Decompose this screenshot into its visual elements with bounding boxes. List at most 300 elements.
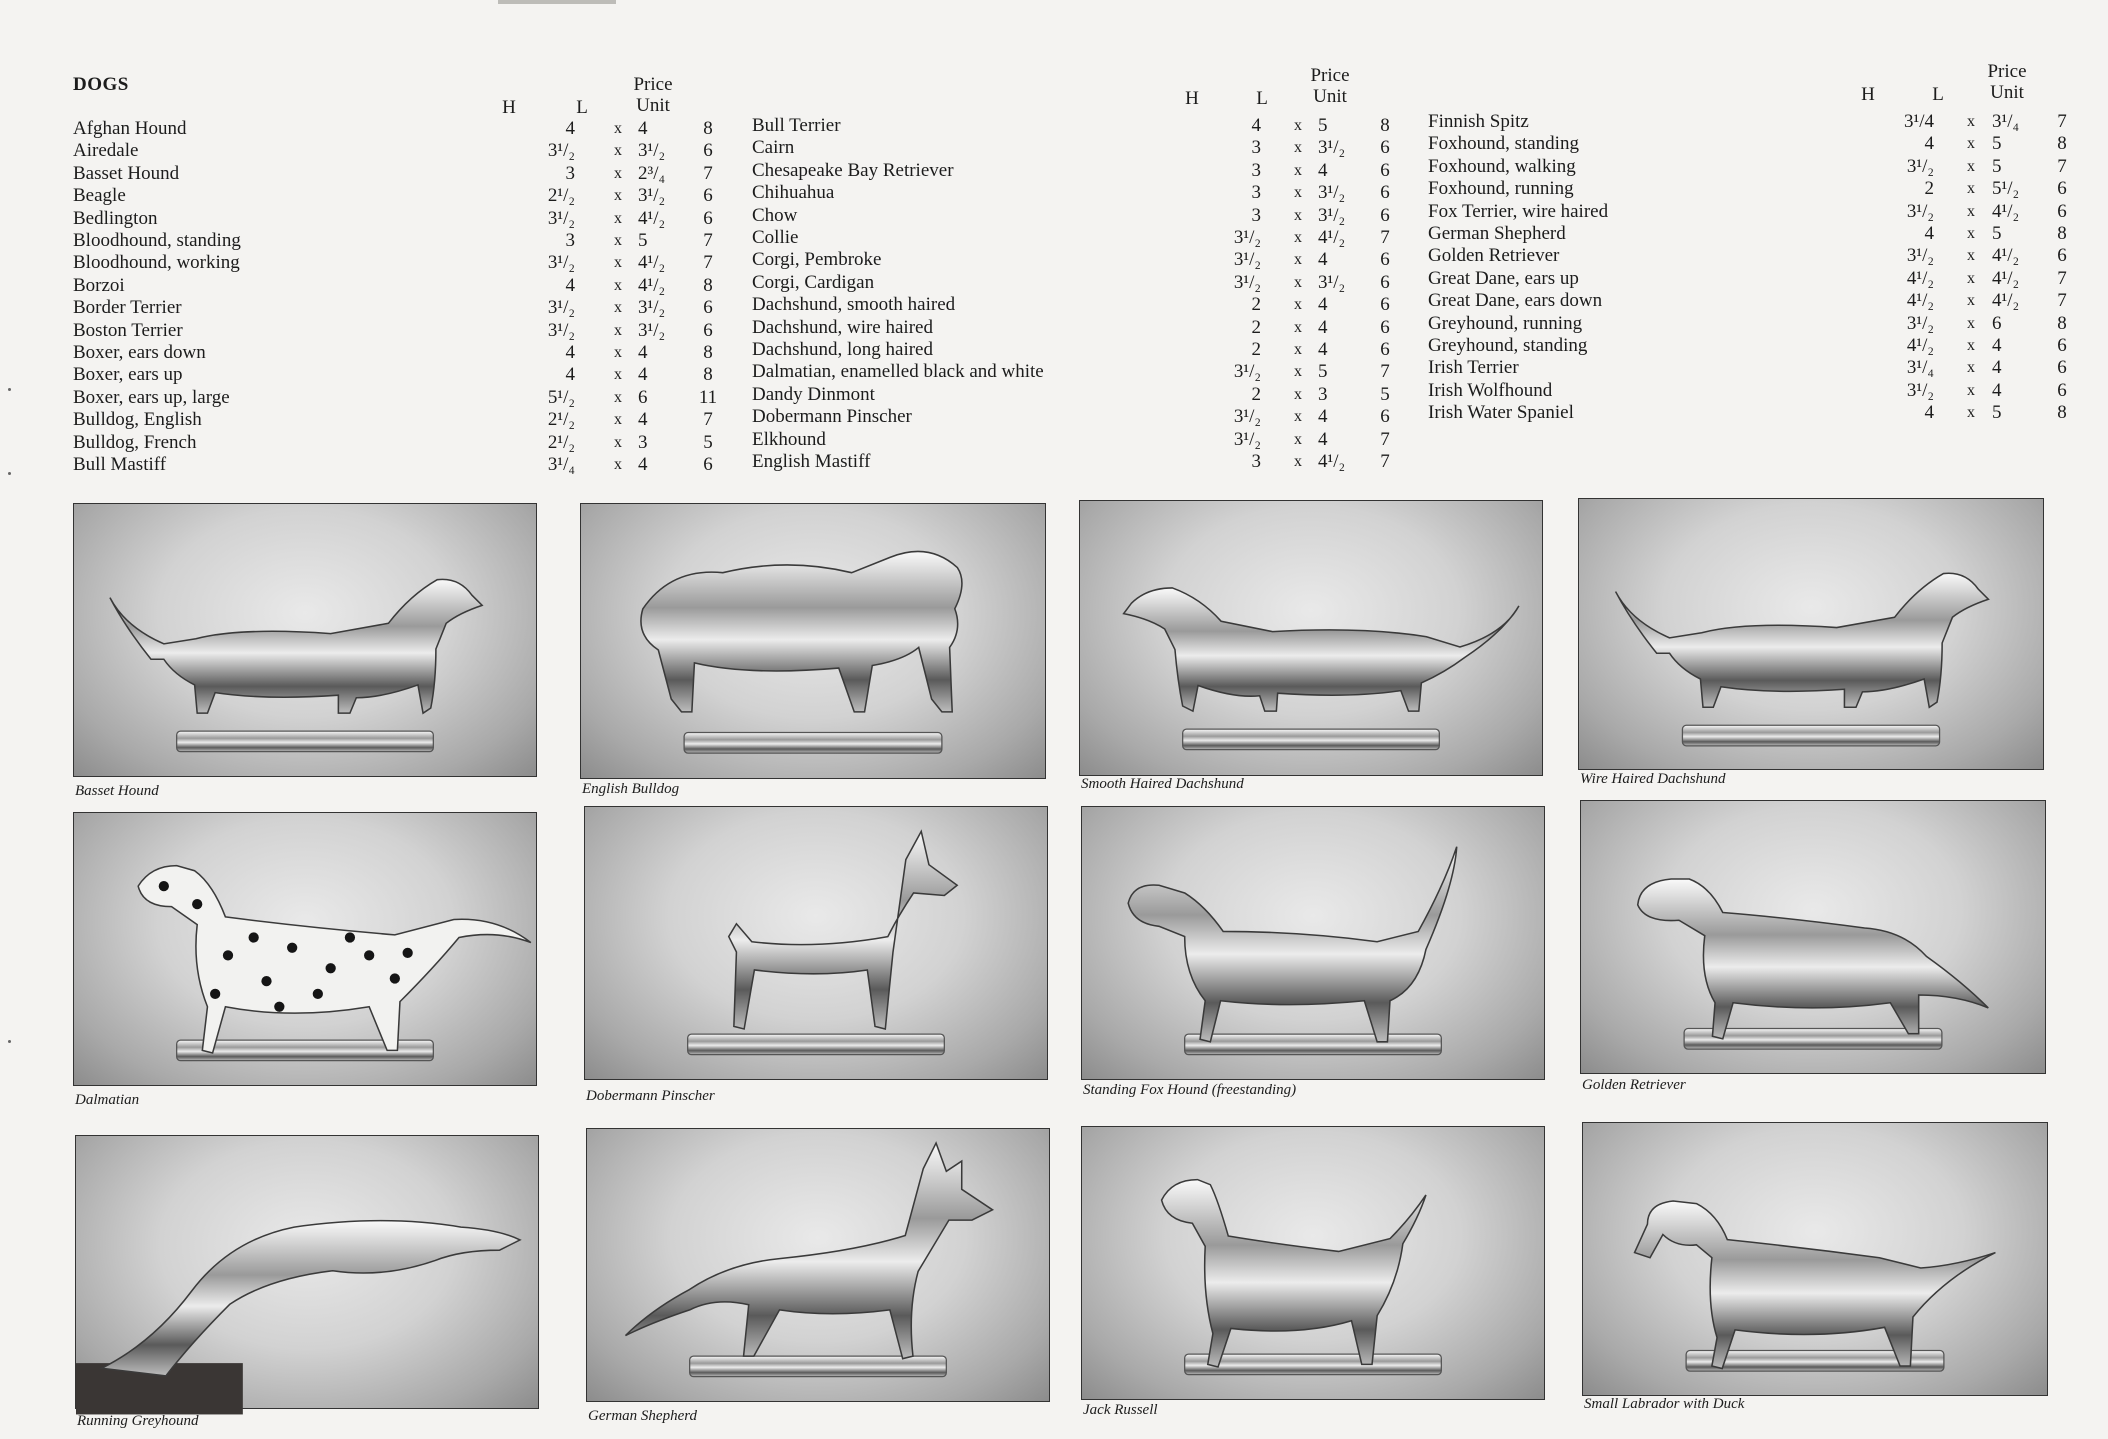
price-row [1428,357,2108,379]
times-separator: x [1967,113,1975,130]
height-value: 3 [1251,137,1261,159]
price-row [1428,313,2108,335]
price-unit-header: Price Unit [1310,65,1350,107]
dalmatian-spot [390,973,400,983]
length-value: 5 [638,230,648,251]
times-separator: x [1967,225,1975,242]
price-value: 8 [1380,115,1390,136]
price-row [752,227,1432,249]
breed-name: Chesapeake Bay Retriever [752,159,954,181]
margin-dot [8,472,11,475]
price-value: 7 [703,409,713,431]
price-row [1428,178,2108,200]
length-value: 4 [1318,339,1328,360]
dog-body [110,579,482,713]
price-value: 8 [2057,402,2067,424]
dog-figurine-silhouette [1583,1123,2047,1395]
product-photo-card [580,503,1044,803]
length-value: 4 [1318,249,1328,271]
length-value: 3¹/₂ [638,297,666,319]
times-separator: x [1294,296,1302,314]
price-row [1428,402,2108,424]
height-value: 4 [1251,115,1261,136]
height-value: 4 [565,118,575,139]
height-value: 3 [1251,204,1261,226]
breed-name: Irish Wolfhound [1428,379,1553,401]
figurine-base [177,731,434,752]
breed-name: Corgi, Pembroke [752,249,882,271]
price-value: 8 [703,364,713,386]
price-value: 6 [703,140,713,162]
price-value: 6 [1380,406,1390,428]
times-separator: x [1294,453,1302,470]
price-row [752,429,1432,451]
height-value: 4 [1924,133,1934,155]
photo-caption: Dobermann Pinscher [586,1088,715,1104]
times-separator: x [1294,117,1302,134]
height-value: 4¹/₂ [1906,290,1934,312]
price-value: 7 [2057,155,2067,177]
times-separator: x [614,164,622,182]
breed-name: Golden Retriever [1428,245,1560,267]
length-value: 5 [1992,133,2002,155]
length-value: 3 [1318,383,1328,405]
price-row [1428,380,2108,402]
price-unit-header: Price Unit [1987,61,2027,103]
dog-figurine-silhouette [581,504,1045,778]
breed-name: Boston Terrier [73,319,183,341]
photo-caption: Standing Fox Hound (freestanding) [1083,1082,1297,1098]
price-value: 7 [703,230,713,251]
height-value: 4 [1924,402,1934,424]
height-value: 3¹/₂ [1233,249,1261,271]
breed-name: Bull Mastiff [73,454,167,475]
breed-name: Corgi, Cardigan [752,271,875,293]
breed-name: Irish Water Spaniel [1428,402,1574,424]
length-value: 5¹/₂ [1992,178,2020,200]
times-separator: x [1967,180,1975,198]
figurine-base [684,733,942,754]
h-header: H [1185,88,1199,109]
times-separator: x [614,344,622,361]
price-row [73,364,753,386]
times-separator: x [1294,229,1302,246]
length-value: 4 [1992,379,2002,401]
dog-body [1616,573,1989,707]
length-value: 4 [1318,316,1328,338]
price-row [752,249,1432,271]
times-separator: x [1294,251,1302,269]
price-row [752,339,1432,361]
length-value: 4 [1318,428,1328,450]
breed-name: Beagle [73,185,126,207]
height-value: 2 [1251,316,1261,338]
price-row [752,115,1432,137]
price-value: 7 [1380,451,1390,472]
height-value: 3 [565,230,575,251]
dalmatian-spot [159,881,169,891]
length-value: 3¹/₂ [638,319,666,341]
dog-body [1128,847,1457,1042]
dog-figurine-silhouette [1082,807,1544,1079]
breed-name: Boxer, ears down [73,342,206,363]
breed-name: Dandy Dinmont [752,383,875,405]
dog-body [1162,1180,1426,1367]
times-separator: x [614,388,622,406]
length-value: 3¹/₂ [1318,271,1346,293]
times-separator: x [614,456,622,473]
section-title: DOGS [73,74,129,95]
dog-figurine-silhouette [1581,801,2045,1073]
dog-figurine-photo [73,812,537,1086]
height-value: 3¹/₂ [1233,271,1261,293]
price-row [1428,223,2108,245]
price-value: 8 [703,342,713,363]
price-value: 7 [2057,111,2067,132]
breed-name: Finnish Spitz [1428,111,1529,132]
breed-name: Border Terrier [73,297,182,319]
times-separator: x [1294,408,1302,426]
price-row [752,160,1432,182]
price-value: 6 [1380,204,1390,226]
times-separator: x [614,321,622,339]
dog-figurine-photo [1578,498,2044,770]
price-row [73,208,753,230]
times-separator: x [614,411,622,429]
dog-figurine-photo [1081,806,1545,1080]
height-value: 3 [1251,451,1261,472]
length-value: 4 [638,364,648,386]
price-value: 8 [2057,133,2067,155]
dalmatian-spot [364,950,374,960]
times-separator: x [614,209,622,227]
dog-body [1124,588,1519,711]
price-value: 6 [703,454,713,475]
height-value: 4 [565,274,575,296]
times-separator: x [1294,430,1302,448]
length-value: 5 [1992,155,2002,177]
length-value: 4¹/₂ [1992,200,2020,222]
figurine-base [1682,725,1939,746]
price-value: 7 [2057,267,2067,289]
length-value: 4 [638,342,648,363]
length-value: 5 [1318,115,1328,136]
photo-caption: Smooth Haired Dachshund [1081,776,1244,792]
times-separator: x [614,276,622,294]
dog-figurine-silhouette [1080,501,1542,775]
dog-figurine-photo [1081,1126,1545,1400]
times-separator: x [1967,247,1975,265]
times-separator: x [1967,404,1975,422]
dog-figurine-silhouette [1579,499,2043,769]
dog-body [626,1143,993,1359]
breed-name: Bull Terrier [752,115,841,136]
breed-name: Chow [752,204,798,226]
length-value: 4 [638,454,648,475]
dog-body [1638,879,1989,1039]
photo-caption: Basset Hound [75,783,159,799]
price-row [73,185,753,207]
dalmatian-spot [249,932,259,942]
height-value: 4¹/₂ [1906,335,1934,356]
times-separator: x [1967,269,1975,287]
height-value: 3¹/₄ [1906,357,1934,379]
length-value: 5 [1992,402,2002,424]
length-value: 3¹/₂ [1318,182,1346,204]
price-value: 6 [1380,137,1390,159]
dog-body [1635,1201,1996,1369]
price-value: 6 [703,319,713,341]
times-separator: x [1967,292,1975,310]
times-separator: x [1967,157,1975,175]
dalmatian-spot [313,989,323,999]
length-value: 4 [1318,294,1328,316]
price-row [1428,245,2108,267]
breed-name: Greyhound, standing [1428,335,1588,356]
price-value: 6 [2057,178,2067,200]
dalmatian-spot [210,989,220,999]
price-row [1428,133,2108,155]
height-value: 3¹/₂ [547,207,575,229]
length-value: 2³/₄ [638,162,666,184]
price-value: 7 [1380,361,1390,383]
dalmatian-spot [192,899,202,909]
height-value: 4 [565,364,575,386]
times-separator: x [614,366,622,384]
margin-dot [8,1040,11,1043]
breed-name: Airedale [73,140,139,162]
dalmatian-spot [403,948,413,958]
times-separator: x [614,120,622,137]
length-value: 4¹/₂ [1318,227,1346,248]
price-row [1428,268,2108,290]
price-row [73,230,753,252]
breed-name: Boxer, ears up, large [73,386,230,408]
times-separator: x [614,187,622,205]
length-value: 4 [1992,357,2002,379]
height-value: 3¹/₂ [1906,245,1934,267]
breed-name: Dobermann Pinscher [752,406,912,428]
length-value: 4¹/₂ [1318,451,1346,472]
height-value: 3¹/₂ [547,252,575,274]
price-row [1428,290,2108,312]
times-separator: x [614,254,622,272]
height-value: 5¹/₂ [547,386,575,408]
height-value: 3¹/₂ [1906,379,1934,401]
price-value: 7 [2057,290,2067,312]
price-value: 8 [2057,312,2067,334]
price-value: 6 [1380,316,1390,338]
breed-name: Chihuahua [752,182,835,204]
price-row [752,451,1432,473]
length-value: 3¹/₄ [1992,111,2020,132]
price-value: 6 [1380,182,1390,204]
height-value: 2 [1251,294,1261,316]
length-value: 3 [638,431,648,453]
height-value: 3¹/4 [1904,111,1934,132]
price-value: 6 [2057,357,2067,379]
breed-name: Bloodhound, working [73,252,240,274]
price-row [752,272,1432,294]
times-separator: x [1294,161,1302,179]
length-value: 4¹/₂ [638,274,666,296]
length-value: 4¹/₂ [1992,267,2020,289]
dog-body [729,831,957,1029]
dog-figurine-silhouette [76,1136,538,1408]
photo-caption: Jack Russell [1083,1402,1158,1418]
price-value: 6 [1380,249,1390,271]
dog-figurine-photo [584,806,1048,1080]
top-edge-mark [498,0,616,4]
price-value: 6 [2057,335,2067,356]
price-value: 8 [703,274,713,296]
photo-caption: English Bulldog [582,781,680,797]
dog-body [102,1221,520,1376]
dog-figurine-silhouette [74,813,536,1085]
height-value: 3¹/₂ [547,319,575,341]
dog-figurine-photo [1580,800,2046,1074]
product-photo-card [1580,800,2044,1099]
price-row [752,205,1432,227]
times-separator: x [1294,206,1302,224]
height-value: 4 [565,342,575,363]
dog-figurine-photo [586,1128,1050,1402]
margin-dot [8,388,11,391]
price-value: 8 [703,118,713,139]
breed-name: Elkhound [752,428,826,450]
price-row [73,275,753,297]
dalmatian-spot [274,1002,284,1012]
price-value: 6 [703,185,713,207]
length-value: 3¹/₂ [638,185,666,207]
length-value: 6 [638,386,648,408]
photo-caption: German Shepherd [588,1408,698,1424]
length-value: 3¹/₂ [1318,204,1346,226]
price-row [752,294,1432,316]
times-separator: x [1294,363,1302,381]
length-value: 4 [638,118,648,139]
times-separator: x [1294,139,1302,157]
height-value: 2 [1251,339,1261,360]
price-row [1428,156,2108,178]
height-value: 3¹/₂ [1233,227,1261,248]
height-value: 4 [1924,223,1934,244]
length-value: 4 [1992,335,2002,356]
breed-name: Cairn [752,137,795,159]
figurine-base [1183,729,1440,750]
times-separator: x [1294,273,1302,291]
breed-name: Greyhound, running [1428,312,1583,334]
dog-figurine-photo [1582,1122,2048,1396]
breed-name: German Shepherd [1428,223,1566,244]
height-value: 3 [565,162,575,184]
times-separator: x [1967,135,1975,153]
product-photo-card [1578,498,2042,793]
price-row [73,297,753,319]
breed-name: Bloodhound, standing [73,230,241,251]
price-value: 6 [1380,159,1390,181]
breed-name: Great Dane, ears down [1428,290,1603,312]
times-separator: x [1294,318,1302,336]
times-separator: x [1967,359,1975,377]
figurine-base [1185,1034,1442,1055]
length-value: 4¹/₂ [1992,290,2020,312]
breed-name: Dachshund, wire haired [752,316,933,338]
times-separator: x [614,299,622,317]
dog-body [641,551,962,711]
photo-caption: Dalmatian [75,1092,140,1108]
times-separator: x [1294,385,1302,403]
height-value: 4¹/₂ [1906,267,1934,289]
height-value: 3¹/₂ [547,297,575,319]
price-value: 7 [703,162,713,184]
price-row [73,118,753,140]
breed-name: Foxhound, walking [1428,155,1576,177]
dog-figurine-silhouette [585,807,1047,1079]
dalmatian-spot [261,976,271,986]
dog-figurine-photo [580,503,1046,779]
dog-body [138,866,531,1053]
product-photo-card [586,1128,1048,1430]
height-value: 3¹/₂ [547,140,575,162]
times-separator: x [1294,184,1302,202]
length-value: 4¹/₂ [1992,245,2020,267]
photo-caption: Golden Retriever [1582,1077,1686,1093]
height-value: 2¹/₂ [547,185,575,207]
price-row [752,361,1432,383]
breed-name: Great Dane, ears up [1428,267,1579,289]
photo-caption: Wire Haired Dachshund [1580,771,1726,787]
figurine-base [690,1356,947,1377]
height-value: 3¹/₂ [1906,200,1934,222]
height-value: 3¹/₂ [1233,406,1261,428]
breed-name: Dachshund, long haired [752,339,933,360]
price-value: 11 [698,386,718,408]
height-value: 3¹/₄ [547,454,575,475]
product-photo-card [75,1135,537,1435]
price-row [73,342,753,364]
dalmatian-spot [326,963,336,973]
price-row [73,432,753,454]
price-value: 6 [703,297,713,319]
height-value: 2 [1251,383,1261,405]
price-row [73,454,753,476]
price-value: 6 [703,207,713,229]
height-value: 3¹/₂ [1906,312,1934,334]
l-header: L [1932,84,1944,105]
l-header: L [1256,88,1268,109]
length-value: 6 [1992,312,2002,334]
product-photo-card [73,812,535,1114]
price-row [73,163,753,185]
length-value: 4¹/₂ [638,252,666,274]
times-separator: x [1967,337,1975,354]
price-row [73,252,753,274]
breed-name: Foxhound, running [1428,178,1574,200]
length-value: 4 [1318,159,1328,181]
price-row [73,320,753,342]
price-value: 5 [1380,383,1390,405]
price-row [1428,335,2108,357]
times-separator: x [614,232,622,249]
price-row [1428,201,2108,223]
price-value: 6 [2057,379,2067,401]
price-row [752,406,1432,428]
h-header: H [1861,84,1875,105]
height-value: 2¹/₂ [547,431,575,453]
price-row [73,409,753,431]
length-value: 5 [1318,361,1328,383]
